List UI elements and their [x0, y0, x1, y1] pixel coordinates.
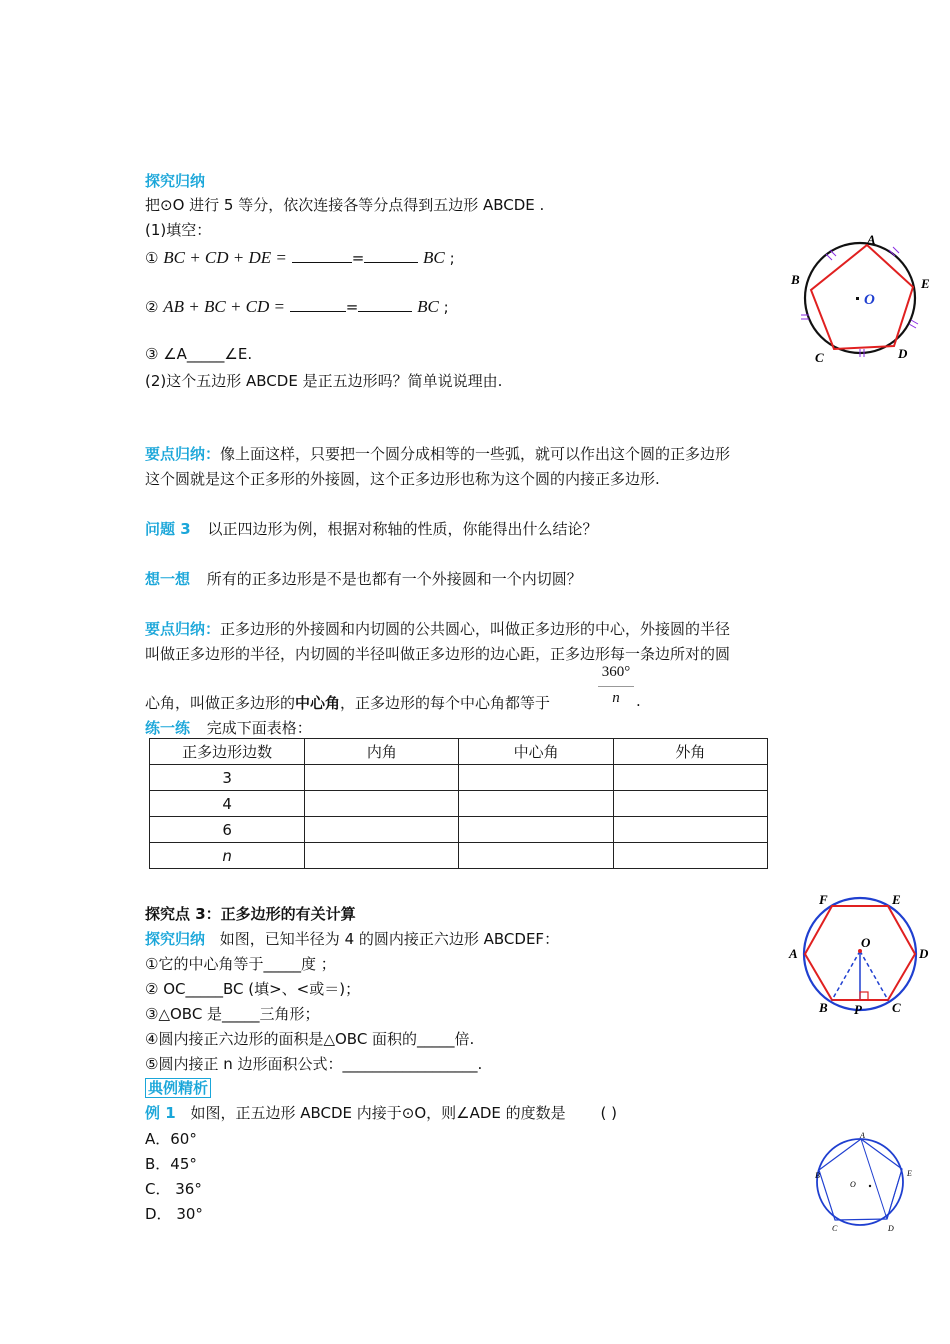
answer-cell[interactable] — [305, 817, 459, 843]
vertex-label: E — [907, 1169, 912, 1178]
option-c[interactable]: C． 36° — [145, 1180, 202, 1198]
vertex-label: A — [860, 1131, 865, 1140]
period: . — [636, 692, 641, 710]
think-text: 所有的正多边形是不是也都有一个外接圆和一个内切圆？ — [206, 570, 582, 588]
arc-expression: AB + BC + CD = — [163, 297, 286, 316]
text-fragment: ，正多边形的每个中心角都等于 — [340, 694, 551, 712]
calc-item: ④圆内接正六边形的面积是△OBC 面积的_____倍. — [145, 1030, 475, 1048]
vertex-label: E — [892, 892, 901, 907]
fill-line-3: ③ ∠A_____∠E. — [145, 345, 253, 363]
example-text: 如图，正五边形 ABCDE 内接于⊙O，则∠ADE 的度数是 — [190, 1104, 566, 1122]
vertex-label: C — [815, 350, 824, 365]
example-1 — [145, 1102, 617, 1123]
vertex-label: B — [815, 1171, 820, 1180]
vertex-label: B — [819, 1000, 828, 1015]
keypoint-1-line2: 这个圆就是这个正多形的外接圆，这个正多边形也称为这个圆的内接正多边形. — [145, 470, 660, 488]
vertex-label: A — [789, 946, 798, 961]
semicolon: ; — [443, 298, 449, 316]
fraction-denominator: n — [612, 690, 620, 706]
question-1: (1)填空： — [145, 221, 212, 239]
keypoint-text: 像上面这样，只要把一个圆分成相等的一些弧，就可以作出这个圆的正多边形 — [220, 445, 731, 463]
fill-line-2 — [145, 297, 449, 317]
answer-cell[interactable] — [613, 817, 767, 843]
question-text: 以正四边形为例，根据对称轴的性质，你能得出什么结论？ — [207, 520, 598, 538]
arc-rhs: BC — [423, 248, 445, 267]
equals-sign: = — [345, 298, 359, 316]
line-prefix: ① — [145, 249, 159, 267]
central-angle-term: 中心角 — [295, 694, 341, 712]
calc-item: ⑤圆内接正 n 边形面积公式：__________________. — [145, 1055, 483, 1073]
table-row — [150, 765, 768, 791]
examples-title — [145, 1077, 211, 1098]
intro-text: 如图，已知半径为 4 的圆内接正六边形 ABCDEF： — [219, 930, 560, 948]
table-header: 中心角 — [459, 739, 613, 765]
arc-rhs: BC — [417, 297, 439, 316]
table-header: 内角 — [305, 739, 459, 765]
option-b[interactable]: B．45° — [145, 1155, 197, 1173]
keypoint-text: 正多边形的外接圆和内切圆的公共圆心，叫做正多边形的中心，外接圆的半径 — [220, 620, 731, 638]
foot-label: P — [854, 1002, 862, 1017]
keypoint-2-line2: 叫做正多边形的半径，内切圆的半径叫做正多边形的边心距，正多边形每一条边所对的圆 — [145, 645, 731, 663]
table-header: 正多边形边数 — [150, 739, 305, 765]
keypoint-2-line3 — [145, 692, 550, 713]
section-3-title: 探究点 3：正多边形的有关计算 — [145, 905, 356, 923]
vertex-label: E — [921, 276, 930, 291]
question-2: (2)这个五边形 ABCDE 是正五边形吗？简单说说理由. — [145, 372, 503, 390]
keypoint-2 — [145, 618, 730, 639]
keypoint-label: 要点归纳： — [145, 620, 221, 638]
hexagon-figure — [785, 888, 935, 1018]
table-cell: 4 — [150, 791, 305, 817]
center-label: O — [864, 292, 875, 308]
section-heading: 探究归纳 — [145, 930, 206, 948]
vertex-label: D — [888, 1224, 894, 1233]
table-cell: 6 — [150, 817, 305, 843]
table-cell: n — [150, 843, 305, 869]
table-row — [150, 843, 768, 869]
practice-text: 完成下面表格： — [206, 719, 312, 737]
practice-section — [145, 717, 312, 738]
fraction-bar — [598, 686, 634, 687]
polygon-table — [149, 738, 768, 869]
answer-cell[interactable] — [613, 791, 767, 817]
fraction-numerator: 360° — [601, 664, 631, 680]
answer-cell[interactable] — [459, 765, 613, 791]
calc-item: ② OC_____BC (填>、<或＝)； — [145, 980, 361, 998]
option-d[interactable]: D． 30° — [145, 1205, 203, 1223]
question-3 — [145, 518, 597, 539]
vertex-label: C — [832, 1224, 838, 1233]
vertex-label: A — [867, 232, 876, 247]
answer-cell[interactable] — [613, 765, 767, 791]
answer-cell[interactable] — [459, 817, 613, 843]
question-label: 问题 3 — [145, 520, 191, 538]
calc-item: ①它的中心角等于_____度 ； — [145, 955, 336, 973]
intro-text: 把⊙O 进行 5 等分，依次连接各等分点得到五边形 ABCDE . — [145, 196, 545, 214]
example-label: 例 1 — [145, 1104, 176, 1122]
section-heading: 探究归纳 — [145, 172, 206, 190]
semicolon: ; — [449, 249, 455, 267]
section-3-intro — [145, 928, 559, 949]
pentagon-figure — [785, 228, 945, 368]
answer-cell[interactable] — [305, 843, 459, 869]
examples-box: 典例精析 — [145, 1078, 211, 1098]
table-header-row — [150, 739, 768, 765]
table-cell: 3 — [150, 765, 305, 791]
calc-item: ③△OBC 是_____三角形； — [145, 1005, 320, 1023]
answer-blank[interactable] — [358, 297, 412, 312]
answer-blank[interactable] — [292, 248, 352, 263]
vertex-label: C — [892, 1000, 901, 1015]
vertex-label: D — [898, 346, 908, 361]
vertex-label: D — [919, 946, 929, 961]
table-header: 外角 — [613, 739, 767, 765]
answer-cell[interactable] — [459, 843, 613, 869]
vertex-label: B — [791, 272, 800, 287]
answer-cell[interactable] — [305, 791, 459, 817]
answer-cell[interactable] — [459, 791, 613, 817]
center-label: O — [850, 1180, 856, 1189]
equals-sign: = — [351, 249, 365, 267]
think-section — [145, 568, 582, 589]
arc-expression: BC + CD + DE = — [163, 248, 287, 267]
table-row — [150, 791, 768, 817]
answer-cell[interactable] — [613, 843, 767, 869]
small-pentagon-figure — [810, 1130, 925, 1235]
think-label: 想一想 — [145, 570, 191, 588]
answer-blank[interactable] — [364, 248, 418, 263]
vertex-label: F — [819, 892, 828, 907]
answer-blank[interactable] — [290, 297, 346, 312]
keypoint-1 — [145, 443, 730, 464]
line-prefix: ② — [145, 298, 159, 316]
text-fragment: 心角，叫做正多边形的 — [145, 694, 296, 712]
answer-paren[interactable]: ( ) — [600, 1104, 617, 1122]
keypoint-label: 要点归纳： — [145, 445, 221, 463]
practice-label: 练一练 — [145, 719, 191, 737]
center-label: O — [861, 935, 871, 950]
fill-line-1 — [145, 248, 455, 268]
table-row — [150, 817, 768, 843]
answer-cell[interactable] — [305, 765, 459, 791]
option-a[interactable]: A．60° — [145, 1130, 197, 1148]
